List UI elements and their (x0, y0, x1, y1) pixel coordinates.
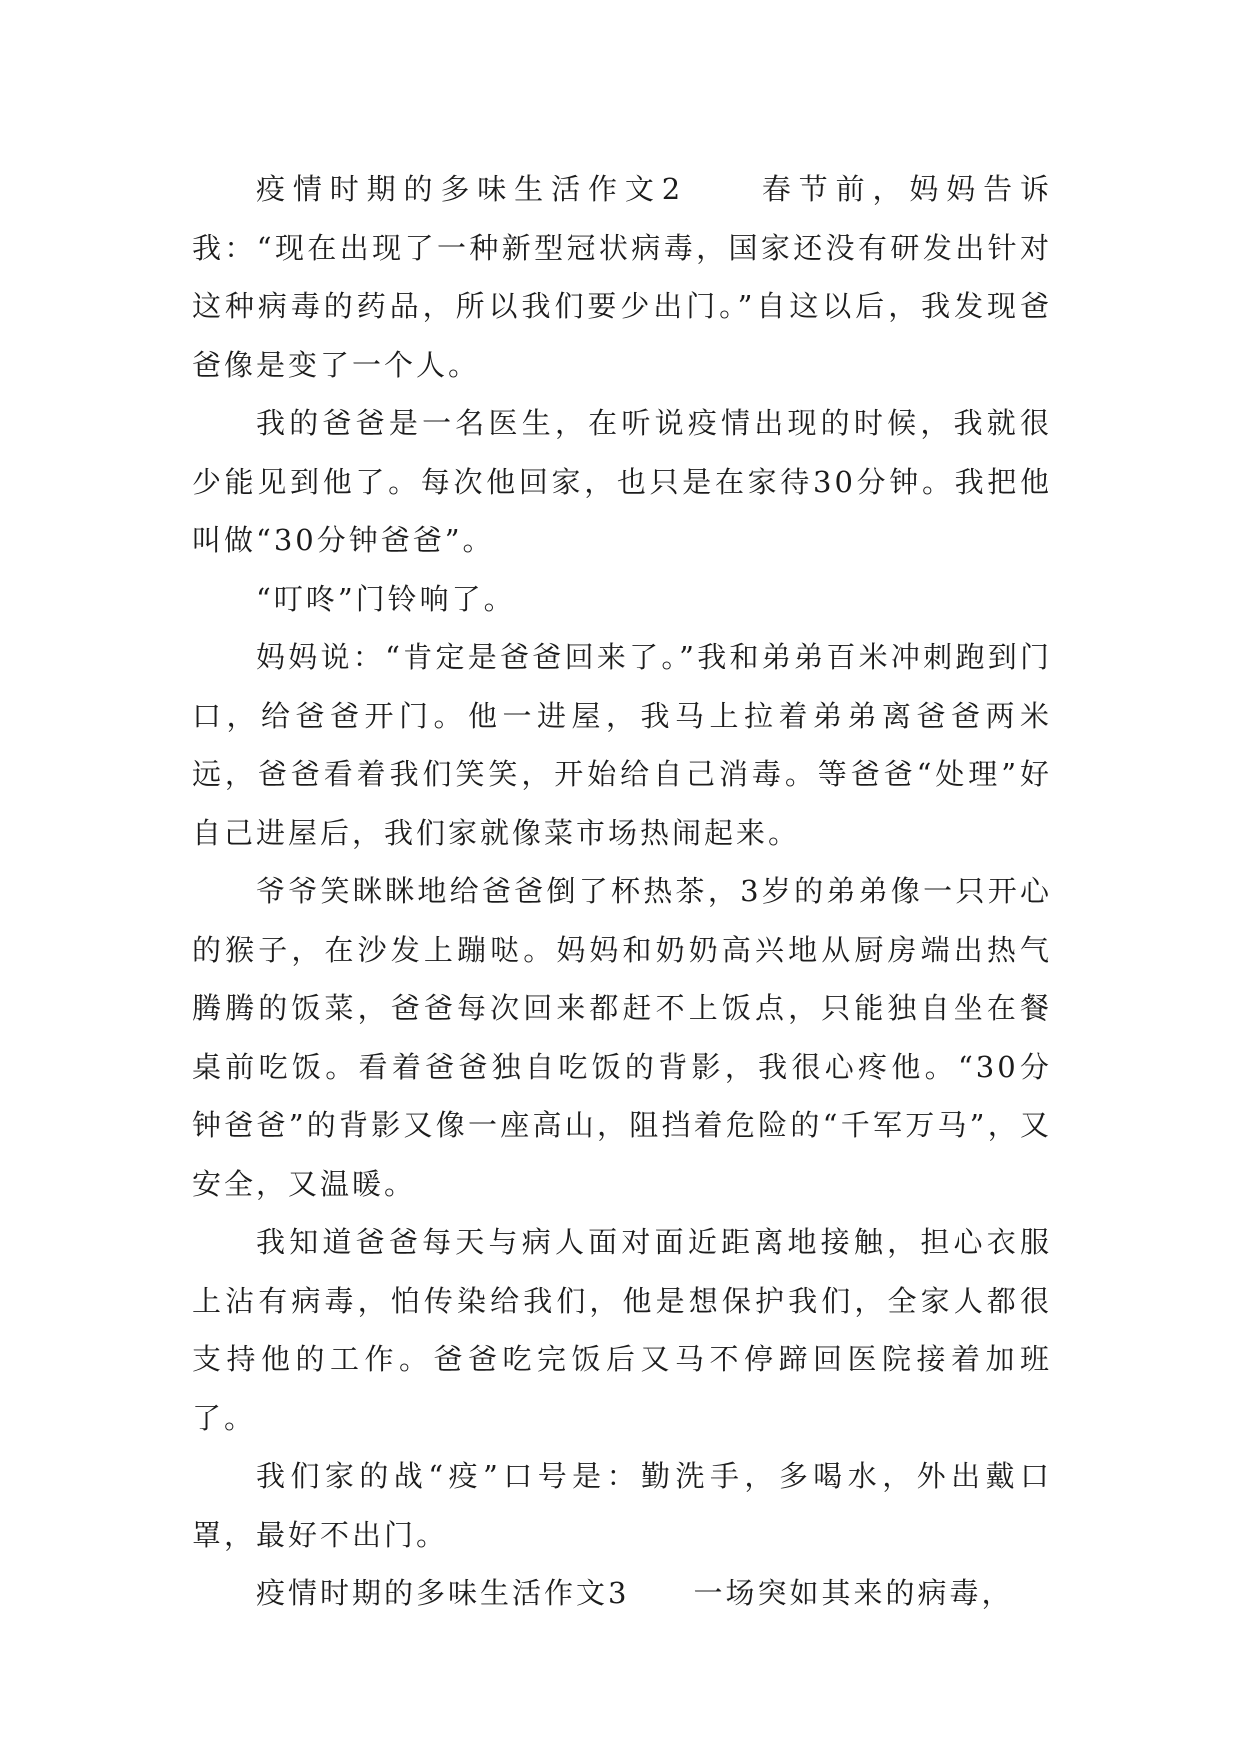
paragraph-essay-3-intro: 疫情时期的多味生活作文3 一场突如其来的病毒， (256, 1576, 1014, 1610)
paragraph-father-doctor: 我的爸爸是一名医生，在听说疫情出现的时候，我就很少能见到他了。每次他回家，也只是在家待30分钟。我把他叫做“30分钟爸爸”。 (192, 406, 1052, 557)
paragraph-grandpa-tea: 爷爷笑眯眯地给爸爸倒了杯热茶，3岁的弟弟像一只开心的猴子，在沙发上蹦哒。妈妈和奶奶高兴地从厨房端出热气腾腾的饭菜，爸爸每次回来都赶不上饭点，只能独自坐在餐桌前吃饭。看着爸爸独自吃饭的背影，我很心疼他。“30分钟爸爸”的背影又像一座高山，阻挡着危险的“千军万马”，又安全，又温暖。 (192, 874, 1052, 1201)
paragraph-mother-says: 妈妈说：“肯定是爸爸回来了。”我和弟弟百米冲刺跑到门口，给爸爸开门。他一进屋，我马上拉着弟弟离爸爸两米远，爸爸看着我们笑笑，开始给自己消毒。等爸爸“处理”好自己进屋后，我们家就像菜市场热闹起来。 (192, 640, 1052, 850)
paragraph-doorbell: “叮咚”门铃响了。 (256, 581, 516, 616)
paragraph-essay-2-intro: 疫情时期的多味生活作文2 春节前，妈妈告诉我：“现在出现了一种新型冠状病毒，国家还没有研发出针对这种病毒的药品，所以我们要少出门。”自这以后，我发现爸爸像是变了一个人。 (192, 172, 1052, 382)
paragraph-family-slogan: 我们家的战“疫”口号是：勤洗手，多喝水，外出戴口罩，最好不出门。 (192, 1459, 1052, 1552)
paragraph-protect-family: 我知道爸爸每天与病人面对面近距离地接触，担心衣服上沾有病毒，怕传染给我们，他是想保护我们，全家人都很支持他的工作。爸爸吃完饭后又马不停蹄回医院接着加班了。 (192, 1225, 1052, 1435)
document-body (192, 160, 1052, 1623)
